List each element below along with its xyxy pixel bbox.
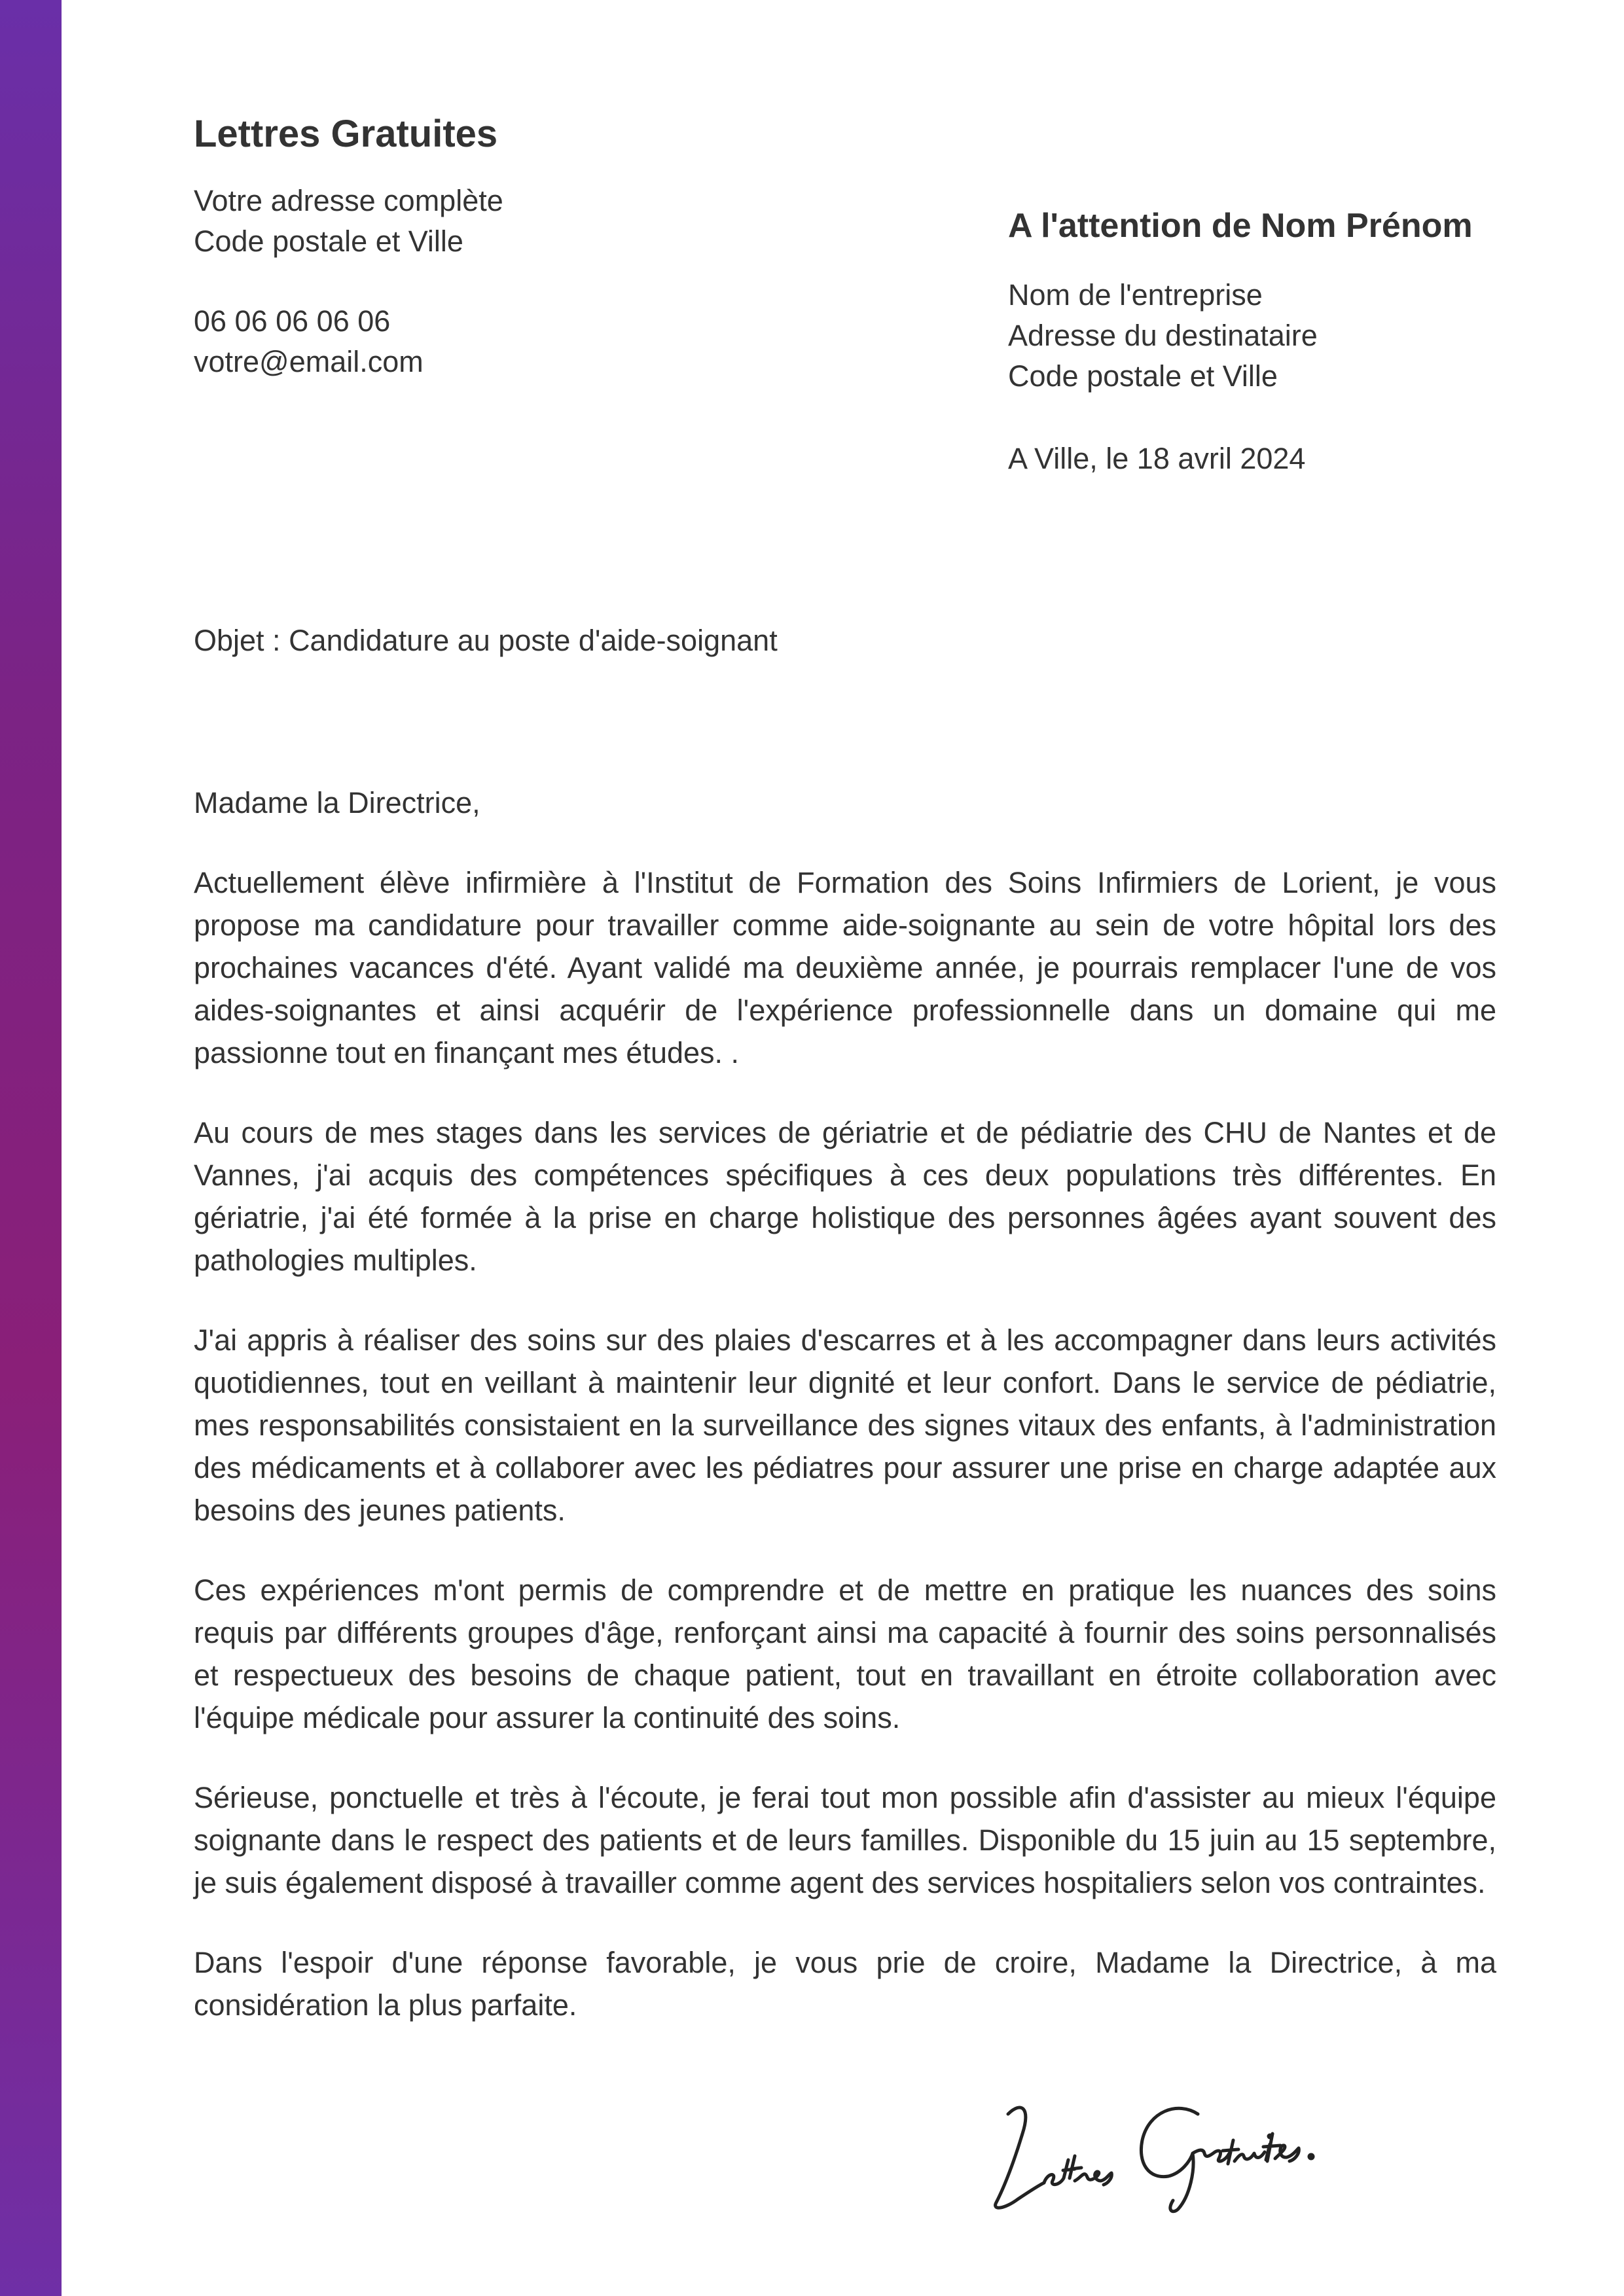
body-paragraph: J'ai appris à réaliser des soins sur des plaies d'escarres et à les accompagner dans leurs activités quotidiennes, tout en veillant à maintenir leur dignité et leur confort. Dans le service de pédiatrie, mes responsabilités consistaient en la surveillance des signes vitaux des enfants, à l'administration des médicaments et à collaborer avec les pédiatres pour assurer une prise en charge adaptée aux besoins des jeunes patients.	[194, 1323, 1496, 1527]
letter-body	[194, 781, 1496, 2064]
sender-block	[194, 110, 783, 382]
recipient-block	[1008, 203, 1597, 479]
sender-address-line2: Code postale et Ville	[194, 224, 463, 258]
letter-date: A Ville, le 18 avril 2024	[1008, 442, 1306, 475]
sender-email: votre@email.com	[194, 345, 424, 378]
sender-address-line1: Votre adresse complète	[194, 184, 503, 217]
body-paragraph: Dans l'espoir d'une réponse favorable, je vous prie de croire, Madame la Directrice, à ma considération la plus parfaite.	[194, 1946, 1496, 2022]
body-paragraph: Au cours de mes stages dans les services de gériatrie et de pédiatrie des CHU de Nantes et de Vannes, j'ai acquis des compétences spécifiques à ces deux populations très différentes. En gériatrie, j'ai été formée à la prise en charge holistique des personnes âgées ayant souvent des pathologies multiples.	[194, 1116, 1496, 1277]
body-paragraph: Sérieuse, ponctuelle et très à l'écoute, je ferai tout mon possible afin d'assister au mieux l'équipe soignante dans le respect des patients et de leurs familles. Disponible du 15 juin au 15 septembre, je suis également disposé à travailler comme agent des services hospitaliers selon vos contraintes.	[194, 1781, 1496, 1899]
sender-phone: 06 06 06 06 06	[194, 304, 391, 338]
letter-subject: Objet : Candidature au poste d'aide-soignant	[194, 624, 778, 657]
recipient-title: A l'attention de Nom Prénom	[1008, 207, 1473, 245]
recipient-city: Code postale et Ville	[1008, 359, 1278, 393]
decorative-side-bar	[0, 0, 62, 2296]
recipient-company: Nom de l'entreprise	[1008, 278, 1263, 312]
salutation: Madame la Directrice,	[194, 786, 480, 819]
body-paragraph: Actuellement élève infirmière à l'Institut de Formation des Soins Infirmiers de Lorient, je vous propose ma candidature pour travailler comme aide-soignante au sein de votre hôpital lors des prochaines vacances d'été. Ayant validé ma deuxième année, je pourrais remplacer l'une de vos aides-soignantes et ainsi acquérir de l'expérience professionnelle dans un domaine qui me passionne tout en finançant mes études. .	[194, 866, 1496, 1069]
handwritten-signature	[982, 2088, 1388, 2219]
sender-name: Lettres Gratuites	[194, 113, 498, 155]
body-paragraph: Ces expériences m'ont permis de comprendre et de mettre en pratique les nuances des soins requis par différents groupes d'âge, renforçant ainsi ma capacité à fournir des soins personnalisés et respectueux des besoins de chaque patient, tout en travaillant en étroite collaboration avec l'équipe médicale pour assurer la continuité des soins.	[194, 1573, 1496, 1734]
recipient-address: Adresse du destinataire	[1008, 319, 1318, 352]
